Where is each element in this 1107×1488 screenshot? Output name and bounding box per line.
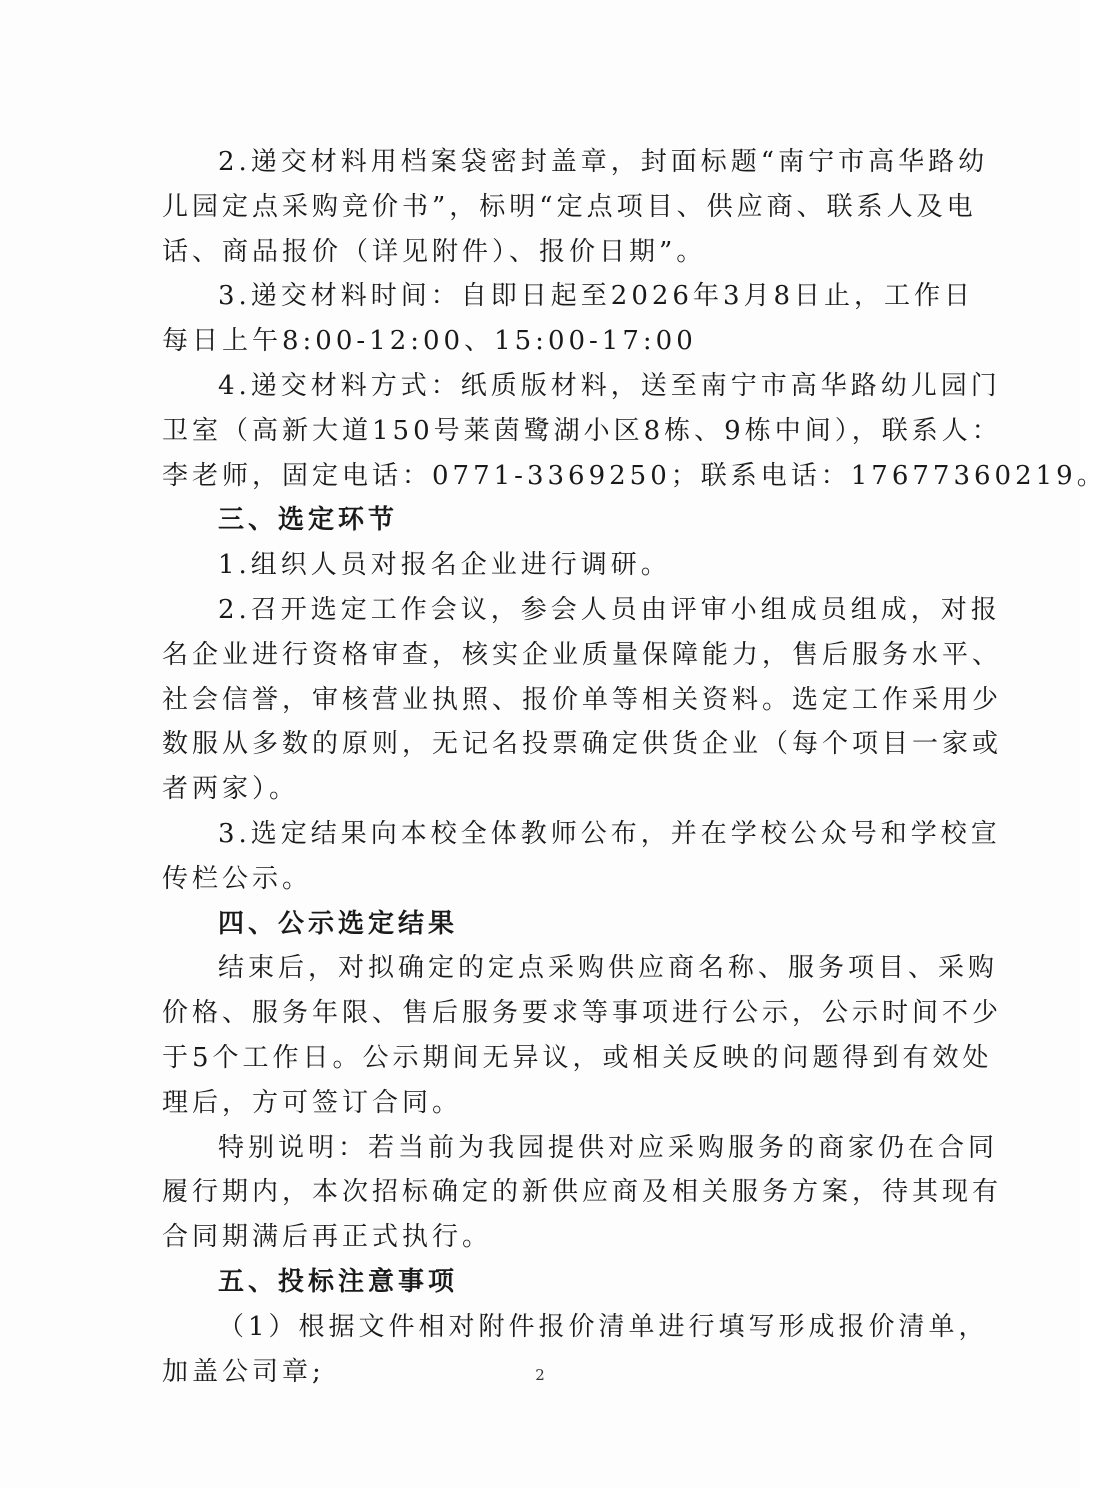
text-line: 五、投标注意事项 [218,1266,459,1297]
text-line: 理后，方可签订合同。 [162,1087,463,1118]
paragraph [162,140,989,274]
text-line: 2.召开选定工作会议，参会人员由评审小组成员组成，对报 [218,594,1001,625]
document-body [162,140,1107,1394]
text-line: 合同期满后再正式执行。 [162,1222,493,1253]
text-line: 李老师，固定电话：0771-3369250；联系电话：17677360219。 [162,460,1107,491]
text-line: 3.选定结果向本校全体教师公布，并在学校公众号和学校宣 [218,818,1001,849]
paragraph [162,1126,1003,1260]
text-line: 儿园定点采购竞价书”，标明“定点项目、供应商、联系人及电 [162,191,977,222]
page-number: 2 [535,1366,545,1384]
text-line: 4.递交材料方式：纸质版材料，送至南宁市高华路幼儿园门 [218,370,1001,401]
text-line: 卫室（高新大道150号莱茵鹭湖小区8栋、9栋中间），联系人： [162,415,1002,446]
text-line: 四、公示选定结果 [218,908,459,939]
paragraph [162,812,1001,902]
text-line: 每日上午8:00-12:00、15:00-17:00 [162,326,697,357]
section-heading [162,498,962,543]
text-line: 2.递交材料用档案袋密封盖章，封面标题“南宁市高华路幼 [218,147,989,177]
paragraph [162,543,962,588]
text-line: 结束后，对拟确定的定点采购供应商名称、服务项目、采购 [218,953,999,984]
text-line: 3.递交材料时间：自即日起至2026年3月8日止，工作日 [218,281,975,312]
text-line: 特别说明：若当前为我园提供对应采购服务的商家仍在合同 [218,1132,999,1163]
paragraph [162,274,975,364]
paragraph [162,588,1003,812]
text-line: 传栏公示。 [162,863,313,894]
text-line: 者两家）。 [162,774,300,805]
text-line: 履行期内，本次招标确定的新供应商及相关服务方案，待其现有 [162,1177,1003,1208]
text-line: 三、选定环节 [218,505,399,536]
text-line: 名企业进行资格审查，核实企业质量保障能力，售后服务水平、 [162,639,1003,670]
paragraph [162,946,1003,1125]
section-heading [162,902,962,947]
paragraph [162,364,1107,498]
text-line: 1.组织人员对报名企业进行调研。 [218,550,671,581]
text-line: 社会信誉，审核营业执照、报价单等相关资料。选定工作采用少 [162,684,1003,715]
text-line: 话、商品报价（详见附件）、报价日期”。 [162,236,707,267]
text-line: （1）根据文件相对附件报价清单进行填写形成报价清单， [218,1311,989,1342]
text-line: 价格、服务年限、售后服务要求等事项进行公示，公示时间不少 [162,998,1003,1029]
text-line: 数服从多数的原则，无记名投票确定供货企业（每个项目一家或 [162,729,1003,760]
text-line: 加盖公司章; [162,1356,325,1387]
section-heading [162,1260,962,1305]
text-line: 于5个工作日。公示期间无异议，或相关反映的问题得到有效处 [162,1042,993,1073]
